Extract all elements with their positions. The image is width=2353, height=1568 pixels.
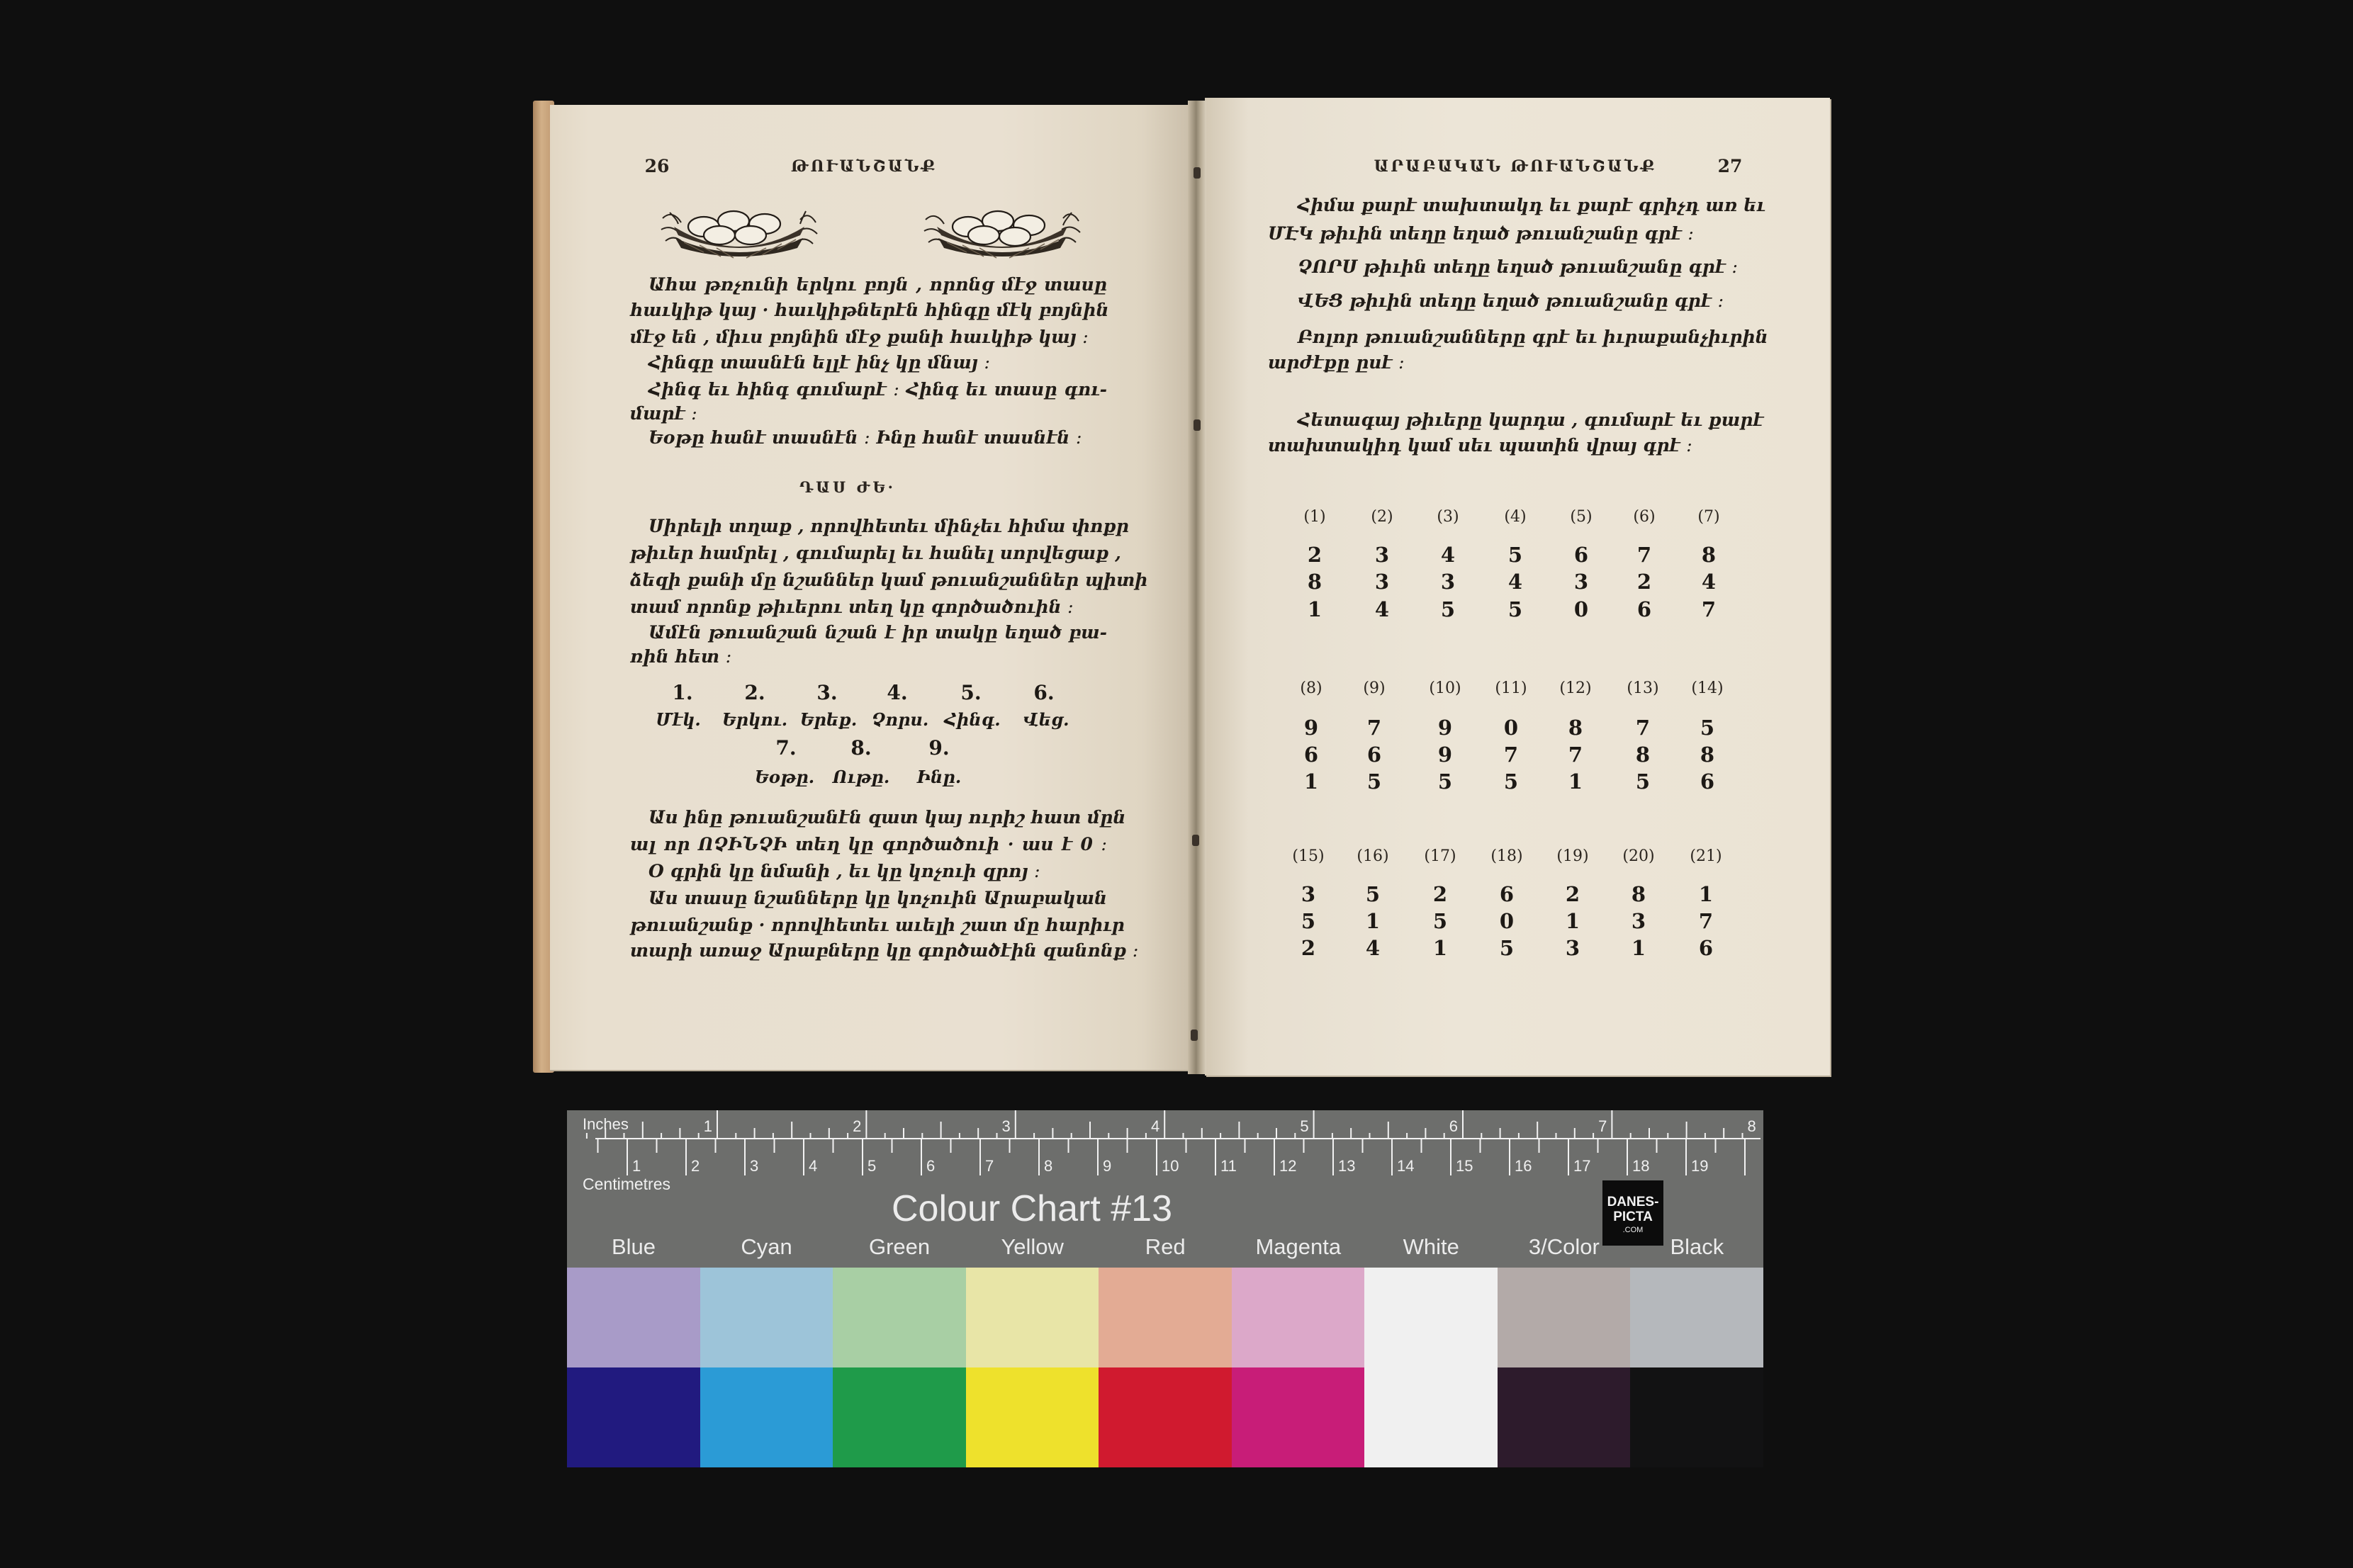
inch-mark-label: 8 [1747,1117,1756,1135]
numeral-word: Ինը. [916,767,962,787]
exercise-digit: 8 [1700,743,1715,767]
exercise-digit: 1 [1365,909,1381,933]
exercise-number-label: (17) [1424,847,1456,865]
colour-patch-light [567,1268,700,1367]
exercise-digit: 7 [1636,543,1652,567]
text-line: տախտակիդ կամ սեւ պատին վրայ գրէ ։ [1268,435,1692,456]
exercise-digit: 2 [1565,882,1580,906]
book-spine [1188,101,1206,1074]
exercise-digit: 1 [1698,882,1714,906]
numeral: 7. [775,736,797,760]
cm-mark-label: 10 [1162,1157,1179,1175]
exercise-digit: 1 [1631,936,1646,960]
exercise-digit: 5 [1366,769,1382,794]
binding-staple [1194,167,1201,179]
numeral: 1. [672,681,693,704]
exercise-number-label: (10) [1429,679,1461,697]
cm-mark-label: 17 [1573,1157,1591,1175]
exercise-number-label: (9) [1363,679,1386,697]
numeral-word: Ութը. [832,767,890,787]
cm-mark-label: 12 [1279,1157,1297,1175]
colour-patch-label: Green [869,1234,931,1259]
text-line: մարէ ։ [630,403,697,424]
colour-patch-label: Cyan [741,1234,792,1259]
exercise-digit: 5 [1499,936,1515,960]
exercise-digit: 2 [1307,543,1322,567]
numeral-word: Չորս. [871,709,929,730]
exercise-number-label: (12) [1559,679,1592,697]
cm-mark-label: 18 [1632,1157,1650,1175]
numeral: 9. [928,736,950,760]
colour-patch-dark [567,1367,700,1467]
lesson-heading: ԴԱՍ ԺԵ· [799,478,896,496]
inch-mark-label: 6 [1449,1117,1458,1135]
cm-mark-label: 3 [750,1157,759,1175]
numeral: 4. [887,681,908,704]
colour-patch-label: Yellow [1001,1234,1064,1259]
exercise-digit: 7 [1366,716,1382,740]
numeral: 3. [816,681,838,704]
exercise-digit: 9 [1303,716,1319,740]
colour-chart-title: Colour Chart #13 [892,1188,1172,1229]
exercise-digit: 6 [1636,597,1652,621]
text-line: Հինգ եւ հինգ գումարէ ։ Հինգ եւ տասը գու- [648,379,1107,400]
numeral-word: Երկու. [721,709,788,730]
exercise-digit: 5 [1440,597,1456,621]
exercise-number-label: (18) [1490,847,1523,865]
colour-patch-label: Blue [611,1234,656,1259]
exercise-number-label: (13) [1627,679,1659,697]
exercise-number-label: (8) [1300,679,1322,697]
exercise-digit: 6 [1366,743,1382,767]
exercise-digit: 4 [1507,570,1523,594]
inch-mark-label: 5 [1300,1117,1309,1135]
inch-mark-label: 3 [1001,1117,1011,1135]
exercise-digit: 1 [1307,597,1322,621]
numeral: 2. [744,681,765,704]
page-number: 27 [1717,156,1743,176]
cm-mark-label: 15 [1456,1157,1473,1175]
exercise-number-label: (15) [1292,847,1325,865]
exercise-digit: 4 [1374,597,1390,621]
exercise-digit: 8 [1568,716,1583,740]
numeral-word: Երեք. [799,709,858,730]
colour-patch-dark [1630,1367,1763,1467]
exercise-digit: 1 [1432,936,1448,960]
text-line: թիւեր համրել , գումարել եւ հանել սորվեցաք , [630,543,1121,563]
numeral: 5. [960,681,982,704]
exercise-digit: 2 [1301,936,1316,960]
cm-mark-label: 2 [691,1157,700,1175]
cm-mark-label: 4 [809,1157,818,1175]
cm-mark-label: 16 [1515,1157,1532,1175]
text-line: թուանշանք · որովհետեւ աւելի շատ մը հարիւր [630,915,1125,935]
exercise-digit: 8 [1631,882,1646,906]
running-head: ԱՐԱԲԱԿԱՆ ԹՈՒԱՆՇԱՆՔ [1374,157,1657,176]
text-line: Եօթը հանէ տասնէն ։ Ինը հանէ տասնէն ։ [648,427,1082,448]
inch-mark-label: 4 [1150,1117,1160,1135]
colour-patch-label: Black [1670,1234,1724,1259]
text-line: Հետագայ թիւերը կարդա , գումարէ եւ քարէ [1298,410,1764,430]
colour-patch-light [833,1268,966,1367]
exercise-digit: 4 [1440,543,1456,567]
exercise-number-label: (5) [1570,508,1593,526]
exercise-digit: 5 [1507,597,1523,621]
exercise-number-label: (19) [1556,847,1589,865]
colour-patch-label: White [1403,1234,1459,1259]
binding-staple [1192,835,1199,846]
exercise-digit: 1 [1568,769,1583,794]
exercise-digit: 7 [1635,716,1651,740]
text-line: Հիմա քարէ տախտակդ եւ քարէ գրիչդ առ եւ [1298,195,1765,215]
numeral-word: Հինգ. [944,709,1001,730]
colour-patch-dark [1099,1367,1232,1467]
cm-mark-label: 7 [985,1157,994,1175]
colour-patch-dark [1232,1367,1365,1467]
logo-text: DANES- [1607,1195,1659,1209]
text-line: Աս ինը թուանշանէն զատ կայ ուրիշ հատ մըն [648,807,1126,828]
exercise-number-label: (3) [1437,508,1459,526]
exercise-digit: 5 [1503,769,1519,794]
nest-illustration-right [923,198,1082,261]
binding-staple [1194,419,1201,431]
exercise-digit: 4 [1701,570,1717,594]
colour-patch-label: 3/Color [1528,1234,1600,1259]
text-line: Աս տասը նշանները կը կոչուին Արաբական [648,888,1107,908]
cm-mark-label: 14 [1397,1157,1415,1175]
colour-patch-light [1232,1268,1365,1367]
colour-patch-dark [966,1367,1099,1467]
colour-patch-light [1099,1268,1232,1367]
exercise-digit: 8 [1635,743,1651,767]
inch-mark-label: 1 [703,1117,712,1135]
cm-mark-label: 9 [1103,1157,1112,1175]
text-line: տամ որոնք թիւերու տեղ կը գործածուին ։ [630,597,1074,617]
exercise-number-label: (2) [1371,508,1393,526]
text-line: ալ որ ՈՉԻՆՉԻ տեղ կը գործածուի · աս է 0 ։ [630,834,1107,854]
text-line: ձեզի քանի մը նշաններ կամ թուանշաններ պիտի [630,570,1148,590]
exercise-digit: 3 [1440,570,1456,594]
cm-mark-label: 11 [1220,1157,1237,1175]
colour-patch-dark [1364,1367,1498,1467]
text-line: արժէքը ըսէ ։ [1268,352,1405,373]
exercise-number-label: (7) [1697,508,1720,526]
text-line: Սիրելի տղաք , որովհետեւ մինչեւ հիմա փոքր [648,516,1129,536]
exercise-digit: 3 [1374,543,1390,567]
page-number: 26 [644,156,670,176]
exercise-digit: 4 [1365,936,1381,960]
exercise-digit: 9 [1437,716,1453,740]
exercise-digit: 3 [1374,570,1390,594]
exercise-digit: 6 [1700,769,1715,794]
exercise-digit: 0 [1503,716,1519,740]
text-line: ՉՈՐՍ թիւին տեղը եղած թուանշանը գրէ ։ [1298,256,1738,277]
text-line: ՎԵՑ թիւին տեղը եղած թուանշանը գրէ ։ [1298,291,1724,311]
exercise-digit: 3 [1631,909,1646,933]
text-line: Բոլոր թուանշանները գրէ եւ իւրաքանչիւրին [1298,327,1768,347]
colour-patch-light [1364,1268,1498,1367]
cm-mark-label: 8 [1044,1157,1053,1175]
exercise-digit: 6 [1573,543,1589,567]
exercise-number-label: (4) [1504,508,1527,526]
inch-mark-label: 2 [853,1117,862,1135]
numeral: 6. [1033,681,1055,704]
exercise-digit: 3 [1565,936,1580,960]
exercise-digit: 5 [1700,716,1715,740]
colour-patch-light [1630,1268,1763,1367]
cm-mark-label: 6 [926,1157,936,1175]
exercise-digit: 5 [1635,769,1651,794]
text-line: տարի առաջ Արաբները կը գործածէին զանոնք ։ [630,940,1139,961]
colour-patch-label: Magenta [1255,1234,1342,1259]
exercise-digit: 1 [1565,909,1580,933]
exercise-digit: 0 [1499,909,1515,933]
colour-patch-light [966,1268,1099,1367]
colour-patch-dark [700,1367,833,1467]
exercise-digit: 6 [1499,882,1515,906]
inch-mark-label: 7 [1598,1117,1607,1135]
text-line: Օ գրին կը նմանի , եւ կը կոչուի զրոյ ։ [648,861,1040,881]
text-line: Ահա թռչունի երկու բոյն , որոնց մէջ տասը [648,274,1107,295]
text-line: հաւկիթ կայ · հաւկիթներէն հինգը մէկ բոյնին [630,300,1109,320]
exercise-digit: 3 [1573,570,1589,594]
exercise-digit: 5 [1437,769,1453,794]
exercise-digit: 5 [1301,909,1316,933]
exercise-number-label: (11) [1495,679,1527,697]
numeral-word: Մէկ. [656,709,701,730]
nest-illustration-left [660,198,819,261]
exercise-number-label: (6) [1633,508,1656,526]
exercise-digit: 5 [1365,882,1381,906]
cm-mark-label: 13 [1338,1157,1356,1175]
exercise-digit: 9 [1437,743,1453,767]
exercise-digit: 8 [1307,570,1322,594]
centimetres-label: Centimetres [583,1175,670,1193]
exercise-digit: 7 [1568,743,1583,767]
logo-text: PICTA [1613,1209,1653,1224]
exercise-digit: 6 [1303,743,1319,767]
exercise-digit: 7 [1698,909,1714,933]
text-line: ՄԷԿ թիւին տեղը եղած թուանշանը գրէ ։ [1268,223,1694,244]
exercise-digit: 6 [1698,936,1714,960]
exercise-digit: 3 [1301,882,1316,906]
exercise-digit: 8 [1701,543,1717,567]
exercise-digit: 1 [1303,769,1319,794]
colour-patch-dark [1498,1367,1631,1467]
text-line: ռին հետ ։ [630,646,732,667]
exercise-digit: 7 [1503,743,1519,767]
exercise-digit: 7 [1701,597,1717,621]
exercise-number-label: (21) [1690,847,1722,865]
numeral-word: Վեց. [1023,709,1069,730]
cm-mark-label: 5 [867,1157,877,1175]
exercise-number-label: (20) [1622,847,1655,865]
logo-text: .COM [1622,1226,1644,1234]
colour-patch-light [700,1268,833,1367]
cm-mark-label: 1 [632,1157,641,1175]
text-line: մէջ են , միւս բոյնին մէջ քանի հաւկիթ կայ ։ [630,327,1089,347]
exercise-digit: 2 [1432,882,1448,906]
exercise-digit: 5 [1432,909,1448,933]
cm-mark-label: 19 [1691,1157,1709,1175]
numeral-word: Եօթը. [754,767,815,787]
exercise-digit: 2 [1636,570,1652,594]
text-line: Ամէն թուանշան նշան է իր տակը եղած բա- [648,622,1107,643]
exercise-number-label: (16) [1357,847,1389,865]
numeral: 8. [850,736,872,760]
running-head: ԹՈՒԱՆՇԱՆՔ [790,157,938,176]
exercise-digit: 0 [1573,597,1589,621]
inches-label: Inches [583,1115,629,1133]
colour-patch-label: Red [1145,1234,1186,1259]
binding-staple [1191,1030,1198,1041]
exercise-number-label: (14) [1691,679,1724,697]
colour-patch-light [1498,1268,1631,1367]
exercise-digit: 5 [1507,543,1523,567]
text-line: Հինգը տասնէն ելլէ ինչ կը մնայ ։ [648,352,990,373]
exercise-number-label: (1) [1303,508,1326,526]
colour-patch-dark [833,1367,966,1467]
